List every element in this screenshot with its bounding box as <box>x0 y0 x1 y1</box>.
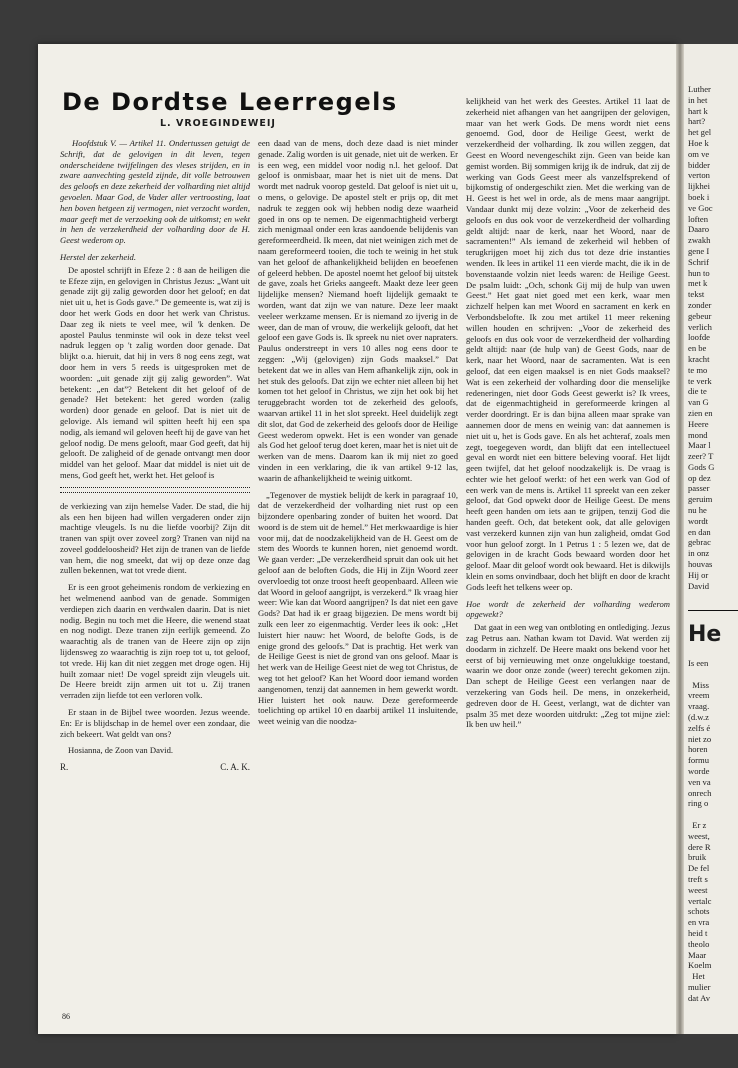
paragraph: een daad van de mens, doch deze daad is niet minder genade. Zalig worden is uit genade, niet uit de werken. Er is een weg, een middel voor nodig n.l. het geloof. Dat geloof is onmisbaar, maar het is niet uit de mens. Dat wordt met nadruk voorop gesteld. Dat geloof is niet uit u, o mens, o gelovige. De apostel stelt er prijs op, dit met nadruk te zeggen ook wij hebben nodig deze waarheid goed in ons op te nemen. De eigenmachtigheid verbergt zich menigmaal onder een kras aandoende belijdenis van gereformeerdheid. Ik meen, dat niet weinigen zich met de naam gereformeerd tooien, die toch te weinig in het stuk van het geloof de afhankelijkheid belijden en beoefenen of geleerd hebben. De apostel noemt het geloof bij uitstek de gave, zoals het Grieks aangeeft. Maakt deze leer geen lijdelijke mensen? Niemand hoeft lijdelijk gemaakt te worden, want dat zijn we van nature. Deze leer maakt veeleer werkzame mensen. Er is niemand zo ijverig in de weer, dan de man of vrouw, die werkelijk gelooft, dat het geloof een gave Gods is. Ik spreek nu niet over napraters. Paulus onderstreept in vers 10 alles nog eens door te zeggen: „Wij (gelovigen) zijn Gods maaksel.” Dat betekent dat we in alles van Hem afhankelijk zijn, ook in het stuk des geloofs. Dat zijn we echter niet alleen bij het komen tot het geloof in Christus, we zijn het ook bij het teruggebracht worden tot de zekerheid des geloofs, waarvan artikel 11 in het slot spreekt. Heel duidelijk zegt dit slot, dat God de zekerheid des geloofs door de Heilige Geest wederom opwekt. Het is een wonder van genade als God het geloof terug doet keren, maar het is niet uit de werken van de mens. Daarom kan ik mij niet zo goed vinden in een verklaring, die ik van artikel 9-12 las, waarin de afhankelijkheid te weinig uitkomt. <box>258 138 458 483</box>
column-2 <box>258 138 458 733</box>
paragraph: Er staan in de Bijbel twee woorden. Jezus weende. En: Er is blijdschap in de hemel over een zondaar, die zich bekeert. Wat geldt van ons? <box>60 707 250 739</box>
page-gutter <box>676 44 684 1034</box>
adjacent-page-divider <box>688 610 738 611</box>
signature-left: R. <box>60 762 69 773</box>
signature-line <box>60 762 250 773</box>
article-title: De Dordtse Leerregels <box>62 88 398 116</box>
paragraph: Hosianna, de Zoon van David. <box>68 745 174 756</box>
page-number: 86 <box>62 1012 70 1021</box>
paragraph: de verkiezing van zijn hemelse Vader. De stad, die hij als een hen bijeen had willen vergaderen onder zijn machtige vleugels. Is nu die liefde voorbij? Zijn dit tranen van spijt over zoveel zorg? Tranen van nijd na zoveel goddeloosheid? Het zijn de tranen van de liefde van hem, die nog smeekt, dat wij op deze onze dag zullen bekennen, wat tot vrede dient. <box>60 500 250 576</box>
paragraph: Er is een groot geheimenis rondom de verkiezing en het welmenend aanbod van de genade. Sommigen verdiepen zich daarin en verdwalen daarin. Dat is niet nodig. Begin nu toch met die Heere, die wenend staat en nog nodigt. Deze tranen zijn eerlijk gemeend. Zo waarachtig als de tranen van de Heere zijn op zijn lijdensweg zo waarachtig is zijn roep tot u, tot geloof, tot vrede. Hij kan dit niet zeggen met droge ogen. Hij huilt zomaar niet! De vogel spreidt zijn vleugels uit. De Heere breidt zijn armen uit tot u. Zij tranen verraden zijn liefde tot een verloren volk. <box>60 582 250 701</box>
article-author: L. VROEGINDEWEIJ <box>160 118 276 129</box>
paragraph: Dat gaat in een weg van ontbloting en ontlediging. Jezus zag Petrus aan. Nathan kwam tot David. Wat werden zij doodarm in zichzelf. De Heere maakt ons bekend voor het eerst of bij vernieuwing met onze ongelukkige toestand, waarin we door onze zonde (weer) terecht gekomen zijn. Dan schept de Heilige Geest een verlangen naar de verzekering van Gods heil. De mens, in onzekerheid, gedreven door de H. Geest, verlangt, wat de dichter van psalm 35 met deze woorden uitdrukt: „Zeg tot mijne ziel: Ik ben uw heil.” <box>466 622 670 730</box>
paragraph: „Tegenover de mystiek belijdt de kerk in paragraaf 10, dat de verzekerdheid der volharding niet rust op een bijzondere openbaring zonder of buiten het woord. Dat woord is de stem uit de hemel.” Het merkwaardige is hier voor mij, dat de noodzakelijkheid van de H. Geest om de stem des Woords te kunnen horen, niet genoemd wordt. We gaan verder: „De verzekerdheid spruit dan ook uit het geloof aan de beloften Gods, die Hij in Zijn Woord zeer overvloedig tot onze troost heeft geopenbaard. Alleen wie dat Woord in geloof aangrijpt, is verzekerd.” Ik vraag hier weer: Wie kan dat Woord aangrijpen? Is dat niet een gave Gods? Dat had ik er graag bijgezien. De mens wordt bij zulk een leer zo eigenmachtig. Verder lees ik ook: „Het luistert hier nauw: het Woord, de belofte Gods, is de enige grond des geloofs.” Dat is prachtig. Het werk van de Heilige Geest is niet de grond van ons geloof. Maar is het werk van de Heilige Geest niet de weg tot Christus, de weg tot het geloof? Kan het Woord door iemand worden aangenomen, tenzij dat aannemen in hem gewerkt wordt. Hier luistert het ook nauw. Deze gereformeerde toelichting op artikel 10 en daarbij artikel 11 insluitende, weet weinig van die noodza- <box>258 489 458 727</box>
subheading-opgewekt: Hoe wordt de zekerheid der volharding wederom opgewekt? <box>466 598 670 620</box>
adjacent-page <box>684 44 738 1034</box>
column-1 <box>60 138 250 773</box>
section-separator <box>60 487 250 493</box>
adjacent-page-heading: He <box>688 622 722 647</box>
subheading-herstel: Herstel der zekerheid. <box>60 251 136 262</box>
adjacent-page-text-bottom: Is een Miss vreem vraag. (d.w.z zelfs é niet zo horen formu worde ven va onrech ring o Er z weest, dere R bruik De fel treft s weest vertalc schots en vra heid t theolo Maar Koelm Het mulier dat Av <box>688 658 712 1003</box>
signature-right: C. A. K. <box>220 762 250 773</box>
column-3 <box>466 96 670 736</box>
paragraph: De apostel schrijft in Efeze 2 : 8 aan de heiligen die te Efeze zijn, en gelovigen in Christus Jezus: „Want uit genade zijt gij zalig geworden door het geloof; en dat niet uit u, het is Gods gave.” De gemeente is, wat zij is door het werk Gods en door het werk van Christus. Daar zeg ik niets te veel mee, wil 'k denken. De apostel Paulus tenminste wil ook in deze tekst veel nadruk leggen op 't zalig worden door genade. Dat blijkt o.a. hieruit, dat hij in vers 8 nog eens zegt, wat door hem in vers 5 reeds is uitgesproken met de woorden: „uit genade zijt gij zalig geworden”. Wat betekent: „en dat”? Betekent dit het geloof of de genade? Het betekent: het gered worden (zalig worden) door genade en geloof. Dat is niet uit de gelovige. Als iemand wil spitten heeft hij een spa nodig, als iemand wil geloven heeft hij de gave van het geloof nodig. De mens gelooft, maar God geeft, dat hij gelooft. De zaligheid of de genade ontvangt men door middel van het geloof. Maar dat middel is niet uit de mens, God geeft het, werkt het. Het geloof is <box>60 264 250 480</box>
paragraph: kelijkheid van het werk des Geestes. Artikel 11 laat de zekerheid niet afhangen van het aangrijpen der gelovigen, maar van het werk Gods. De mens wordt niet eens genoemd. God, door de Heilige Geest, werkt de verzekerdheid der volharding. Ik zou willen zeggen, dat Geest en Woord nevengeschikt zijn. Geen van beide kan gemist worden. Bij sommigen krijg ik de indruk, dat zij de werking van Gods Geest meer als vanzelfsprekend of bijkomstig of ondergeschikt zien. Met die werking van de H. Geest is het wel in orde, als de mens maar aangrijpt. Vandaar dunkt mij deze volzin: „Voor de zekerheid des geloofs en dus ook voor de verzekerdheid der volharding geldt altijd: naar de kerk, naar het Woord, naar de sacramenten!” Als iemand de zekerheid wil hebben of terugkrijgen moet hij zich dus tot deze drie instanties wenden. Ik lees in artikel 11 een vierde macht, die ik in de bovenstaande volzin niet leeds waren: de Heilige Geest. De psalm luidt: „Och, schonk Gij mij de hulp van uwen Geest.” Het gaat niet goed met een kerk, waar men zichzelf helpen kan met Woord en sacrament en kerk en Verbondsbelofte. Ik zou met artikel 11 meer rekening willen houden en schrijven: „Voor de zekerheid des geloofs en dus ook voor de verzekerdheid der volharding geldt altijd: naar (de hulp van) de Geest Gods, naar de kerk, naar het Woord, naar de sacramenten. Wat is een geloof, dat een eigen maaksel is en niet Gods maaksel? Wat is een zekerheid der volharding door die menselijke redeneringen, niet door Gods Geest gewerkt is? Ik vrees, dat de eigenmachtigheid in gereformeerde kringen al verder doordringt. Er is dan bijna alleen maar sprake van aannemen door de mens en weinig van: dat aannemen is niet uit u, het is Gods gave. En als het achteraf, zoals men zegt, toegegeven wordt, dan blijft dat een intellectueel geval en wordt niet een bittere beleving vooraf. Het lijdt geen twijfel, dat het geloof noodzakelijk is. De vraag is echter wie het geloof werkt: of het een werk van God of een werk van de mens is. Artikel 11 spreekt van een zeker geloof, dat God opwekt door de Heilige Geest. De mens heeft geen handen om iets aan te grijpen, tenzij God die handen geeft. Och, dat betekent ook, dat alle gelovigen vast verzekerd kunnen zijn van hun zaligheid, omdat God voor hun geloof zorgt. In 1 Petrus 1 : 5 lezen we, dat de gelovigen in de kracht Gods bewaard worden door het geloof. Maar dit geloof wordt ook bewaard. Het is dikwijls klein en soms onvindbaar, doch het blijft en door de kracht Gods leeft het telkens weer op. <box>466 96 670 592</box>
article-lead: Hoofdstuk V. — Artikel 11. Ondertussen getuigt de Schrift, dat de gelovigen in dit leven, tegen onderscheidene twijfelingen des vleses strijden, en in zware aanvechting gesteld zijnde, dit volle betrouwen des geloofs en deze zekerheid der volharding niet altijd gevoelen. Maar God, de Vader aller vertroosting, laat hen boven hetgeen zij vermogen, niet verzocht worden, maar geeft met de verzoeking ook de uitkomst; en wekt in hen de verzekerdheid der volharding door de H. Geest wederom op. <box>60 138 250 246</box>
adjacent-page-text-top: Luther in het hart k hart? het gel Hoe k om ve bidder verton lijkhei boek i ve Goc loften Daaro zwakh gene I Schrif hun to met k tekst zonder gebeur verlich loofde en be kracht te mo te verk die te van G zien en Heere mond Maar l zeer? T Gods G op dez passer geruim nu he wordt en dan gebrac in onz houvas Hij or David <box>688 84 715 591</box>
